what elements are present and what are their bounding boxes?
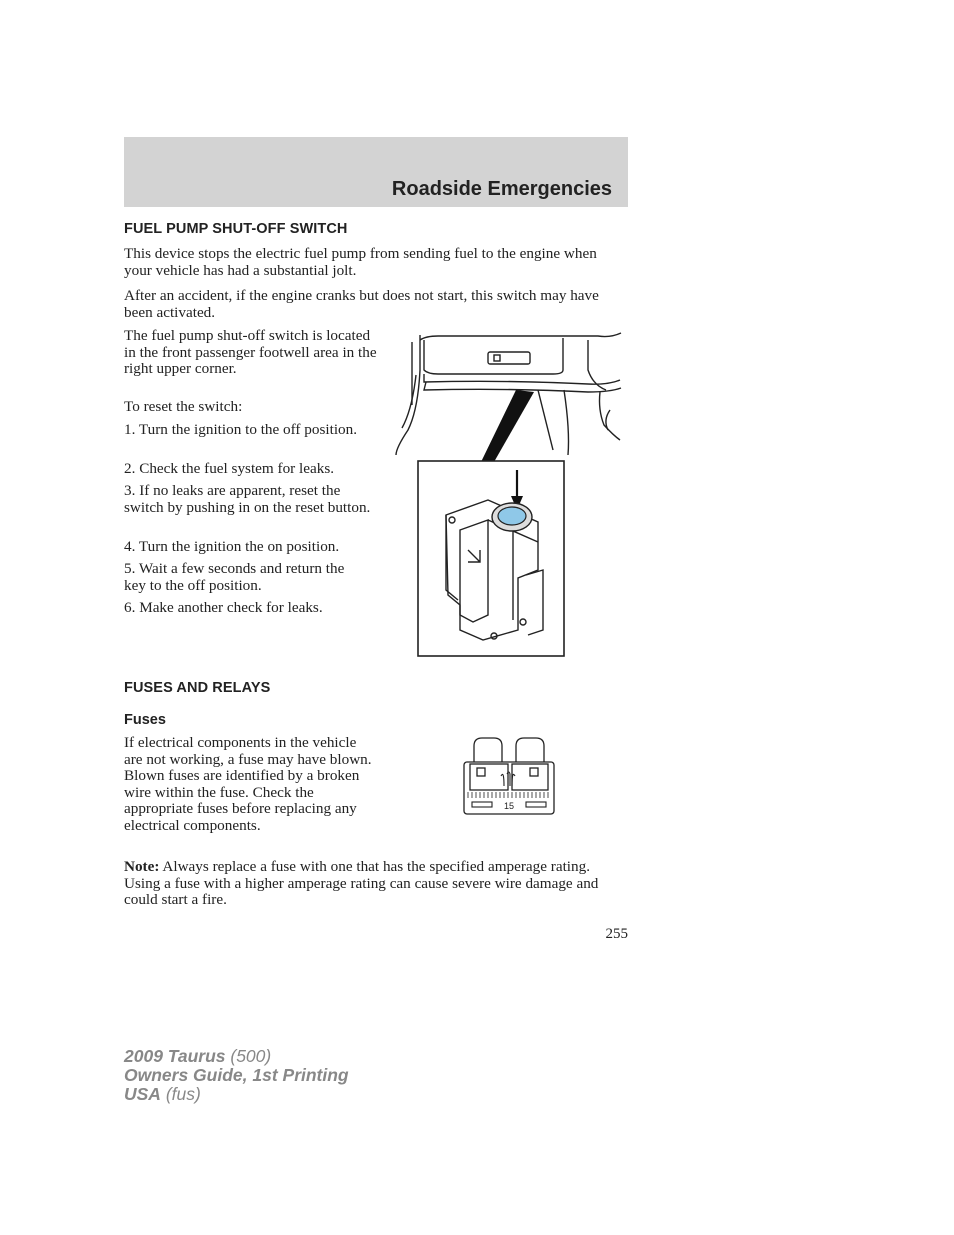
reset-step-6: 6. Make another check for leaks. <box>124 599 323 616</box>
section-header-band <box>124 137 628 207</box>
fuel-pump-para-1: This device stops the electric fuel pump from sending fuel to the engine when your vehicle has had a substantial jolt. <box>124 245 597 279</box>
footer-market-code: (fus) <box>160 1084 201 1104</box>
page-number: 255 <box>605 926 628 942</box>
note-label: Note: <box>124 858 160 875</box>
fuel-pump-heading: FUEL PUMP SHUT-OFF SWITCH <box>124 221 348 237</box>
note-text: Always replace a fuse with one that has the specified amperage rating. Using a fuse with a higher amperage rating can cause severe wire damage and could start a fire. <box>124 858 599 909</box>
fuses-relays-heading: FUSES AND RELAYS <box>124 680 271 696</box>
fuel-pump-para-2: After an accident, if the engine cranks but does not start, this switch may have been activated. <box>124 287 599 321</box>
fuel-pump-switch-illustration <box>388 330 628 660</box>
reset-step-3: 3. If no leaks are apparent, reset the switch by pushing in on the reset button. <box>124 482 371 516</box>
fuse-amperage-label: 15 <box>503 801 515 811</box>
reset-step-4: 4. Turn the ignition the on position. <box>124 538 340 555</box>
reset-step-5: 5. Wait a few seconds and return the key to the off position. <box>124 560 345 594</box>
reset-step-1: 1. Turn the ignition to the off position. <box>124 421 358 438</box>
footer-model-code: (500) <box>225 1046 272 1066</box>
footer-guide: Owners Guide, 1st Printing <box>124 1065 349 1085</box>
reset-intro: To reset the switch: <box>124 398 243 415</box>
document-footer <box>124 1047 349 1104</box>
footer-market: USA <box>124 1084 161 1104</box>
fuel-pump-location-para: The fuel pump shut-off switch is located in the front passenger footwell area in the right upper corner. <box>124 327 377 378</box>
section-header-title: Roadside Emergencies <box>391 178 612 200</box>
fuses-para: If electrical components in the vehicle are not working, a fuse may have blown. Blown fuses are identified by a broken wire within the fuse. Check the appropriate fuses before replacing any electrical components. <box>124 734 372 834</box>
footer-model: 2009 Taurus <box>124 1046 226 1066</box>
fuse-illustration <box>462 736 557 818</box>
reset-step-2: 2. Check the fuel system for leaks. <box>124 460 335 477</box>
fuse-note <box>124 859 624 909</box>
fuses-subheading: Fuses <box>124 712 166 728</box>
